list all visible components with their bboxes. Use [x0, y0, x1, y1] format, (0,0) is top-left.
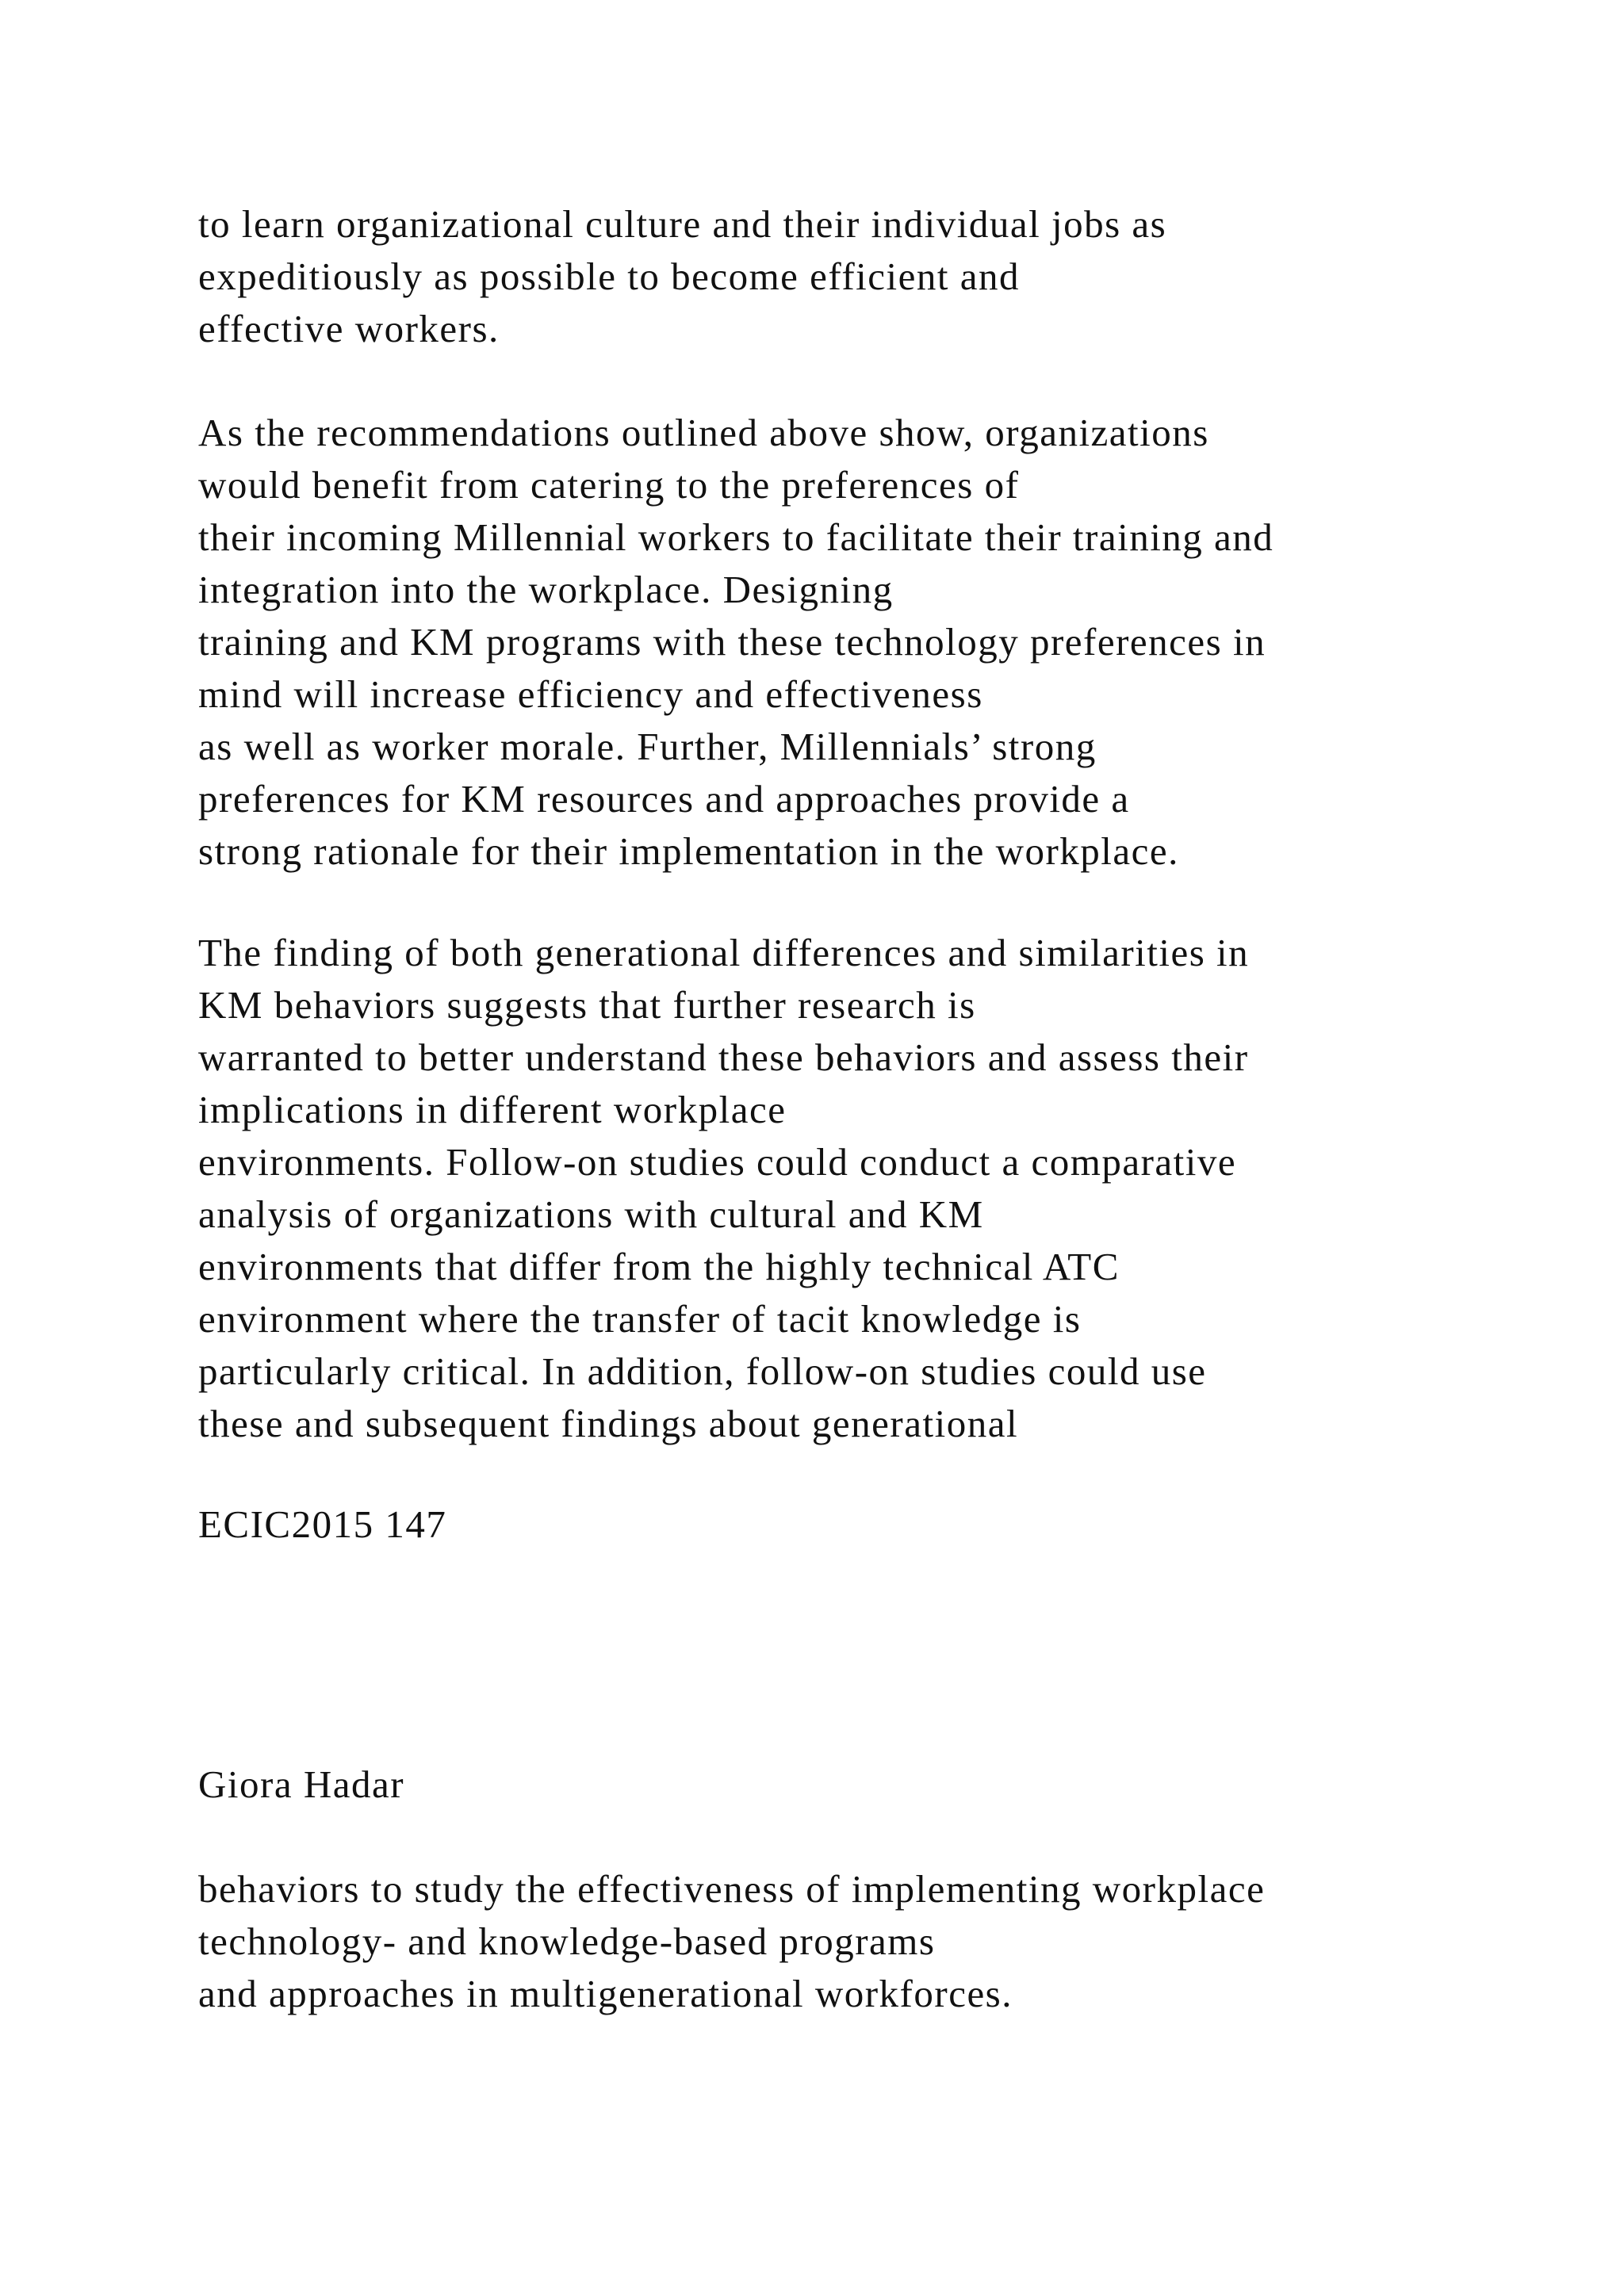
- text-line: warranted to better understand these behaviors and assess their: [198, 1035, 1249, 1079]
- text-line: implications in different workplace: [198, 1088, 787, 1131]
- text-line: environments. Follow-on studies could conduct a comparative: [198, 1140, 1237, 1184]
- text-line: technology- and knowledge-based programs: [198, 1919, 936, 1963]
- footer-text: ECIC2015 147: [198, 1502, 447, 1546]
- text-line: strong rationale for their implementation in the workplace.: [198, 829, 1179, 873]
- page-footer: [198, 1498, 1546, 1551]
- text-line: effective workers.: [198, 307, 500, 350]
- text-line: analysis of organizations with cultural and KM: [198, 1192, 984, 1236]
- text-line: The finding of both generational differences and similarities in: [198, 931, 1250, 974]
- paragraph-1: [198, 198, 1546, 355]
- paragraph-4: [198, 1863, 1546, 2020]
- text-line: behaviors to study the effectiveness of implementing workplace: [198, 1867, 1266, 1911]
- author-name: Giora Hadar: [198, 1762, 405, 1806]
- paragraph-3: [198, 927, 1546, 1450]
- text-line: As the recommendations outlined above show, organizations: [198, 411, 1209, 454]
- text-line: environment where the transfer of tacit knowledge is: [198, 1297, 1082, 1341]
- text-line: their incoming Millennial workers to facilitate their training and: [198, 515, 1274, 559]
- text-line: integration into the workplace. Designing: [198, 568, 894, 611]
- text-line: particularly critical. In addition, follow-on studies could use: [198, 1349, 1207, 1393]
- text-line: environments that differ from the highly technical ATC: [198, 1245, 1120, 1288]
- text-line: expeditiously as possible to become efficient and: [198, 254, 1021, 298]
- text-line: training and KM programs with these technology preferences in: [198, 620, 1266, 664]
- text-line: KM behaviors suggests that further research is: [198, 983, 976, 1027]
- text-line: and approaches in multigenerational workforces.: [198, 1972, 1013, 2015]
- text-line: as well as worker morale. Further, Millennials’ strong: [198, 725, 1097, 768]
- text-line: preferences for KM resources and approaches provide a: [198, 777, 1130, 821]
- running-header: [198, 1758, 1546, 1811]
- text-line: mind will increase efficiency and effectiveness: [198, 672, 983, 716]
- text-line: would benefit from catering to the preferences of: [198, 463, 1020, 507]
- text-line: these and subsequent findings about generational: [198, 1402, 1019, 1445]
- paragraph-2: [198, 407, 1546, 878]
- text-line: to learn organizational culture and their individual jobs as: [198, 202, 1167, 246]
